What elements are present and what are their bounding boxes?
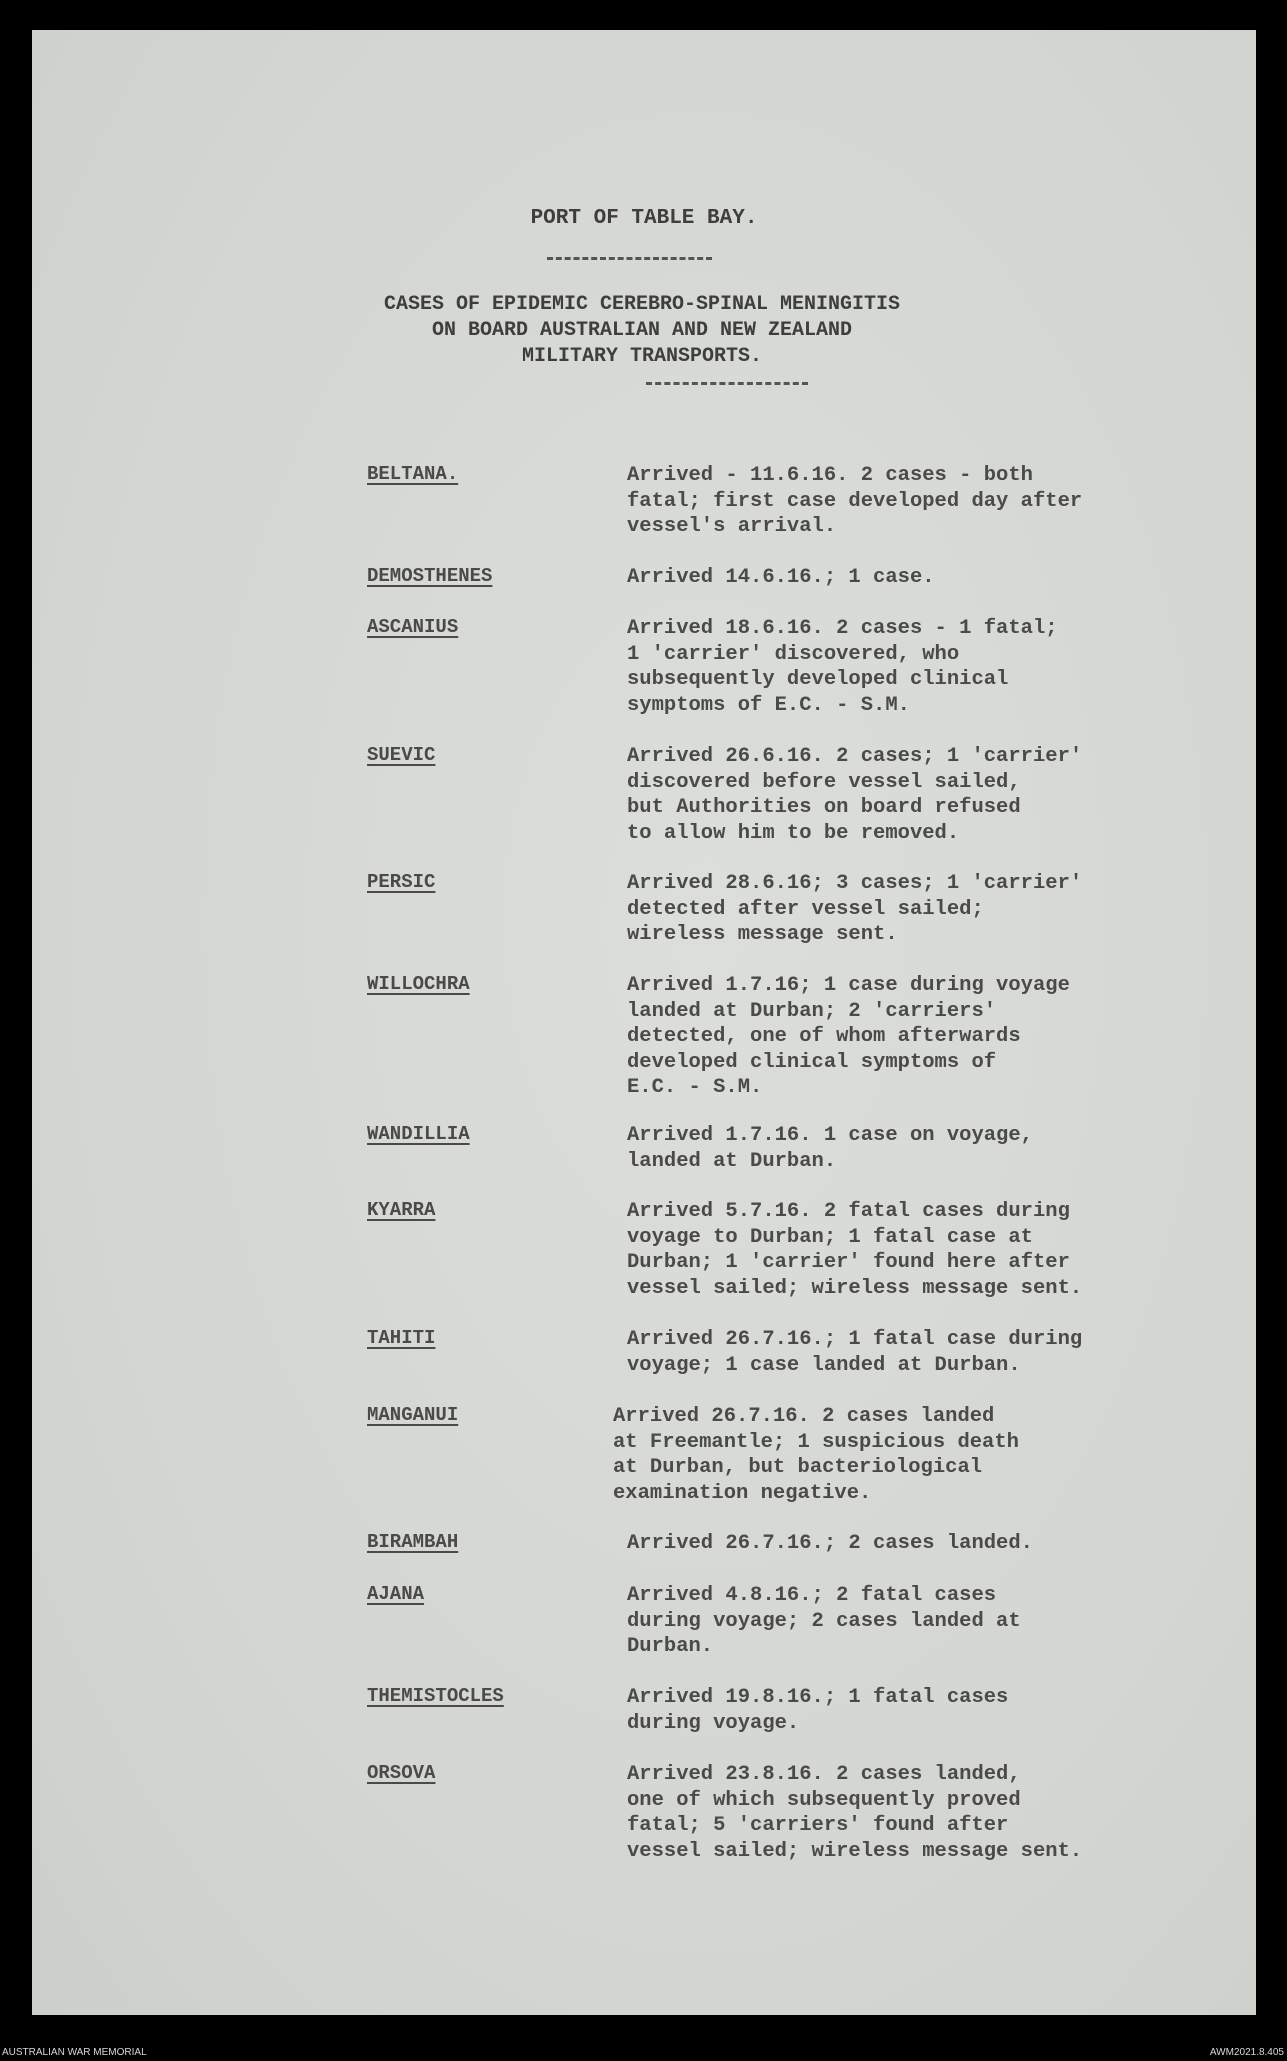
ship-description: Arrived 14.6.16.; 1 case. xyxy=(627,566,935,589)
ship-description: Arrived 26.7.16. 2 cases landed at Freemantle; 1 suspicious death at Durban, but bacteriological examination negative. xyxy=(613,1405,1019,1505)
ship-name: WANDILLIA xyxy=(367,1123,470,1145)
ship-name: DEMOSTHENES xyxy=(367,565,493,587)
ship-name: THEMISTOCLES xyxy=(367,1685,504,1707)
ship-name: WILLOCHRA xyxy=(367,973,470,995)
ship-name: TAHITI xyxy=(367,1327,436,1349)
footer-institution: AUSTRALIAN WAR MEMORIAL xyxy=(2,2047,147,2058)
subtitle-divider xyxy=(646,382,808,385)
ship-description: Arrived 26.7.16.; 2 cases landed. xyxy=(627,1532,1033,1555)
ship-description: Arrived 4.8.16.; 2 fatal cases during voyage; 2 cases landed at Durban. xyxy=(627,1584,1021,1658)
title-divider xyxy=(547,257,712,260)
ship-description: Arrived 18.6.16. 2 cases - 1 fatal; 1 'carrier' discovered, who subsequently developed clinical symptoms of E.C. - S.M. xyxy=(627,617,1058,717)
ship-description: Arrived 26.7.16.; 1 fatal case during voyage; 1 case landed at Durban. xyxy=(627,1328,1083,1377)
subtitle-line: MILITARY TRANSPORTS. xyxy=(521,345,763,368)
subtitle-line: CASES OF EPIDEMIC CEREBRO-SPINAL MENINGITIS xyxy=(383,293,901,316)
ship-description: Arrived 1.7.16. 1 case on voyage, landed at Durban. xyxy=(627,1124,1033,1173)
ship-name: BIRAMBAH xyxy=(367,1531,459,1553)
ship-description: Arrived - 11.6.16. 2 cases - both fatal; first case developed day after vessel's arrival. xyxy=(627,464,1083,538)
ship-description: Arrived 28.6.16; 3 cases; 1 'carrier' detected after vessel sailed; wireless message sent. xyxy=(627,872,1083,946)
footer-reference: AWM2021.8.405 xyxy=(1209,2047,1284,2058)
ship-description: Arrived 26.6.16. 2 cases; 1 'carrier' discovered before vessel sailed, but Authorities on board refused to allow him to be removed. xyxy=(627,745,1083,845)
ship-name: MANGANUI xyxy=(367,1404,459,1426)
ship-name: KYARRA xyxy=(367,1199,436,1221)
ship-name: ORSOVA xyxy=(367,1762,436,1784)
document-subtitle xyxy=(362,292,922,370)
subtitle-line: ON BOARD AUSTRALIAN AND NEW ZEALAND xyxy=(431,319,853,342)
ship-description: Arrived 1.7.16; 1 case during voyage landed at Durban; 2 'carriers' detected, one of whom afterwards developed clinical symptoms of E.C. - S.M. xyxy=(627,974,1070,1099)
ship-name: SUEVIC xyxy=(367,744,436,766)
ship-description: Arrived 5.7.16. 2 fatal cases during voyage to Durban; 1 fatal case at Durban; 1 'carrier' found here after vessel sailed; wireless message sent. xyxy=(627,1200,1083,1300)
ship-name: PERSIC xyxy=(367,871,436,893)
ship-description: Arrived 19.8.16.; 1 fatal cases during voyage. xyxy=(627,1686,1009,1735)
ship-name: ASCANIUS xyxy=(367,616,459,638)
ship-name: AJANA xyxy=(367,1583,425,1605)
ship-description: Arrived 23.8.16. 2 cases landed, one of which subsequently proved fatal; 5 'carriers' found after vessel sailed; wireless message sent. xyxy=(627,1763,1083,1863)
document-page xyxy=(32,30,1256,2015)
document-title: PORT OF TABLE BAY. xyxy=(530,207,758,230)
ship-name: BELTANA. xyxy=(367,463,459,485)
